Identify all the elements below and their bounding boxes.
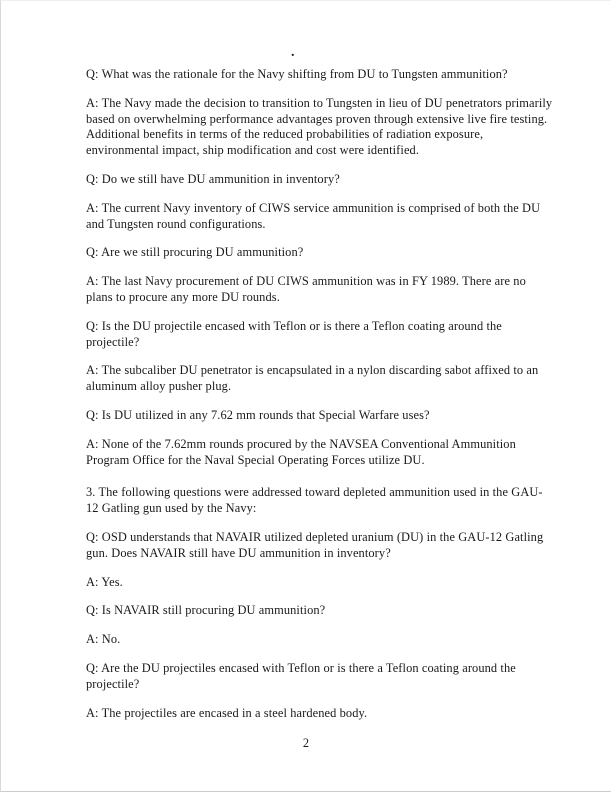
page-number: 2 bbox=[302, 736, 310, 750]
answer-paragraph: A: No. bbox=[86, 632, 121, 647]
question-paragraph: Q: Is DU utilized in any 7.62 mm rounds that Special Warfare uses? bbox=[86, 407, 430, 422]
answer-paragraph: A: The subcaliber DU penetrator is encapsulated in a nylon discarding sabot affixed to an aluminum alloy pusher plug. bbox=[86, 363, 539, 394]
answer-paragraph: A: The projectiles are encased in a steel hardened body. bbox=[86, 705, 368, 720]
question-paragraph: Q: Is the DU projectile encased with Teflon or is there a Teflon coating around the projectile? bbox=[86, 318, 502, 349]
question-paragraph: Q: Do we still have DU ammunition in inventory? bbox=[86, 171, 340, 186]
answer-paragraph: A: None of the 7.62mm rounds procured by the NAVSEA Conventional Ammunition Program Office for the Naval Special Operating Forces utilize DU. bbox=[86, 436, 516, 467]
answer-paragraph: A: The current Navy inventory of CIWS service ammunition is comprised of both the DU and Tungsten round configurations. bbox=[86, 200, 541, 231]
section-heading-paragraph: 3. The following questions were addressed toward depleted ammunition used in the GAU-12 Gatling gun used by the Navy: bbox=[86, 485, 543, 516]
answer-paragraph: A: The last Navy procurement of DU CIWS ammunition was in FY 1989. There are no plans to procure any more DU rounds. bbox=[86, 274, 526, 304]
answer-paragraph: A: Yes. bbox=[86, 574, 123, 589]
question-paragraph: Q: OSD understands that NAVAIR utilized depleted uranium (DU) in the GAU-12 Gatling gun. Does NAVAIR still have DU ammunition in inventory? bbox=[86, 529, 544, 560]
question-paragraph: Q: Is NAVAIR still procuring DU ammunition? bbox=[86, 603, 326, 618]
answer-paragraph: A: The Navy made the decision to transition to Tungsten in lieu of DU penetrators primarily based on overwhelming performance advantages proven through extensive live fire testing. Additional benefits in terms of the reduced probabilities of radiation exposure, environmental impact, ship modification and cost were identified. bbox=[86, 95, 553, 158]
stray-scan-mark: . bbox=[291, 45, 295, 60]
question-paragraph: Q: What was the rationale for the Navy shifting from DU to Tungsten ammunition? bbox=[86, 67, 508, 81]
question-paragraph: Q: Are we still procuring DU ammunition? bbox=[86, 245, 304, 260]
question-paragraph: Q: Are the DU projectiles encased with Teflon or is there a Teflon coating around the projectile? bbox=[86, 660, 516, 691]
document-body bbox=[86, 67, 554, 734]
